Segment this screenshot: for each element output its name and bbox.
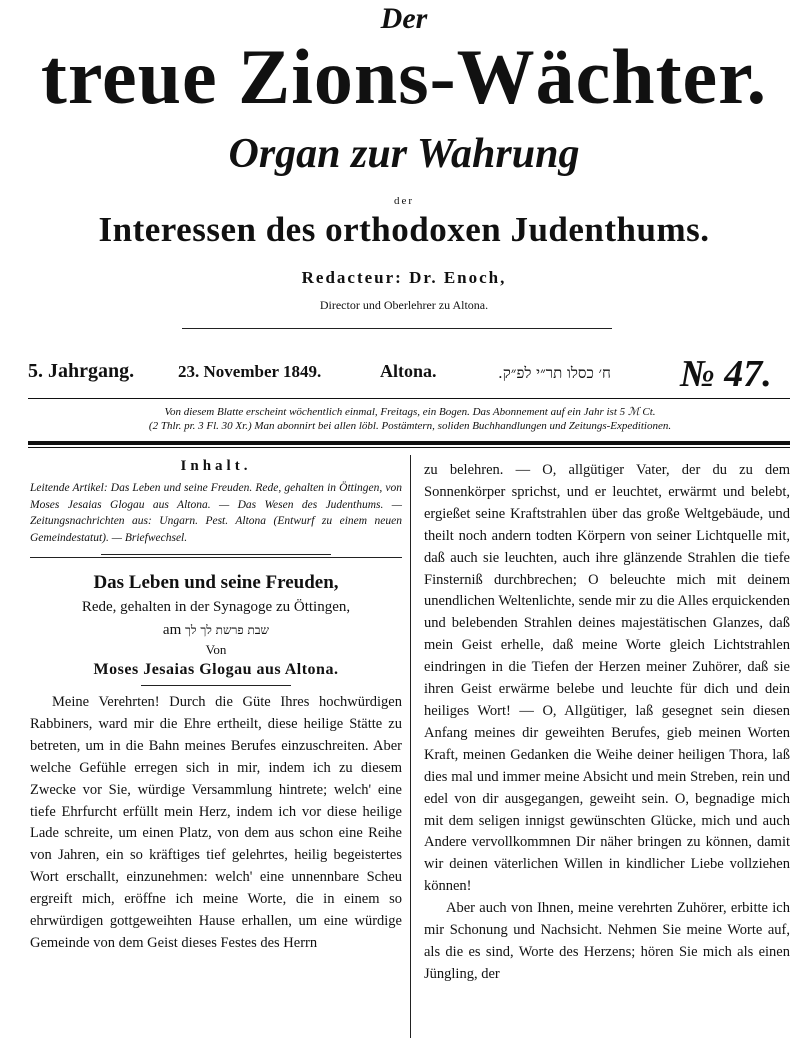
masthead-director: Director und Oberlehrer zu Altona. [319,298,489,312]
issue-date: 23. November 1849. [178,362,322,381]
masthead-der: Der [380,2,428,35]
masthead-organ: Organ zur Wahrung [228,131,580,177]
toc-heading: Inhalt. [180,458,252,474]
toc-rule [101,554,331,555]
masthead-rule [182,328,612,329]
article-body-left: Meine Verehrten! Durch die Güte Ihres hochwürdigen Rabbiners, ward mir die Ehre ertheilt, diese heilige Stätte zu betreten, um in die Bahn meines Berufes einzuschreiten. Aber welche Gefühle erregen sich in mir, indem ich zu diesem Zwecke vor Sie, würdige Versammlung hintrete; welch' eine tiefe Ehrfurcht erfüllt mein Herz, indem ich vor diese heilige Lade schreite, um einen Platz, von dem aus schon eine Reihe von Jahren, ein so kräftiges tief gelehrtes, heilig begeistertes Wort erschallt, einzunehmen: welch' eine unnennbare Scheu ergreift mich, eröffne ich meine Worte, die in einem so ehrwürdigen gottgeweihten Hause erhallen, um eine würdige Gemeinde von dem Geist dieses Festes des Herrn [30,694,402,951]
article-subtitle-2 [30,621,402,640]
article-hebrew: שבת פרשת לך לך [185,623,270,637]
header-rule-bottom [28,447,790,448]
subscription-notice [44,405,776,433]
header-rule-top [28,398,790,399]
column-divider [410,455,411,1038]
article-subtitle: Rede, gehalten in der Synagoge zu Öttingen, [81,599,351,615]
toc-rule-full [30,557,402,558]
issue-number: № 47. [680,353,772,395]
article-body-right-2: Aber auch von Ihnen, meine verehrten Zuhörer, erbitte ich mir Schonung und Nachsicht. Nehmen Sie meine Worte auf, als die es sind, Worte des Herzens; hören Sie mich als einen Jüngling, der [424,900,790,982]
issue-place: Altona. [380,361,437,381]
issue-year: 5. Jahrgang. [28,360,135,382]
article-am: am [162,622,182,638]
article-rule [141,685,291,686]
notice-line-2: (2 Thlr. pr. 3 Fl. 30 Xr.) Man abonnirt bei allen löbl. Postämtern, soliden Buchhandlungen und Zeitungs-Expeditionen. [148,420,672,432]
left-column [30,458,402,955]
article-author: Moses Jesaias Glogau aus Altona. [93,661,339,678]
masthead-der-small: der [393,195,415,207]
header-rule-thick [28,441,790,445]
issue-hebrew-date: ח׳ כסלו תר״י לפ״ק. [498,364,611,382]
toc-text: Leitende Artikel: Das Leben und seine Freuden. Rede, gehalten in Öttingen, von Moses Jesaias Glogau aus Altona. — Das Wesen des Judenthums. — Zeitungsnachrichten aus: Ungarn. Pest. Altona (Entwurf zu einem neuen Gemeindestatut). — Briefwechsel. [30,482,402,544]
article-body-right-1: zu belehren. — O, allgütiger Vater, der du zu dem Sonnenkörper sprichst, und er leuchtet, erwärmt und belebt, ergießet seine Kraftstrahlen über das große Weltgebäude, und theilt noch andern todten Körpern von seiner Lichtquelle mit, daß auch sie leuchten, auch ihre glänzende Strahlen die tiefe Finsterniß durchbrechen; O beleuchte mich mit deinem unendlichen Weltenlichte, sende mir zu die Alles erquickenden und belebenden Strahlen deines majestätischen Glanzes, daß mein Geist erhelle, daß meine Worte gleich Lichtstrahlen eindringen in die Tiefen der Herzen meiner Zuhörer, daß sie ihren Geist erwärme belebe und leuchte für dich und dein heiliges Wort! — O, Allgütiger, laß gesegnet sein diesen Anfang meines dir geweihten Berufes, gieb meinen Worten Kraft, meinen Gedanken die Weihe deiner heiligen Thora, laß dies mal und immer meine Absicht und mein Streben, rein und edel von dir ausgegangen, geweiht sein. O, begnadige mich mit dem seligen innigst gewünschten Glücke, mich und auch Andere vervollkommnen Dir näher bringen zu können, damit wir deinen väterlichen Willen in kindlicher Liebe vollziehen können! [424,462,790,895]
article-title: Das Leben und seine Freuden, [93,572,339,593]
masthead-title: treue Zions-Wächter. [40,33,768,120]
masthead-subtitle: Interessen des orthodoxen Judenthums. [98,210,710,249]
issue-line [28,352,790,396]
article-von: Von [205,642,227,657]
notice-line-1: Von diesem Blatte erscheint wöchentlich einmal, Freitags, ein Bogen. Das Abonnement auf ein Jahr ist 5 ℳ Ct. [164,406,656,418]
masthead-redacteur: Redacteur: Dr. Enoch, [301,268,507,287]
right-column [424,460,790,986]
